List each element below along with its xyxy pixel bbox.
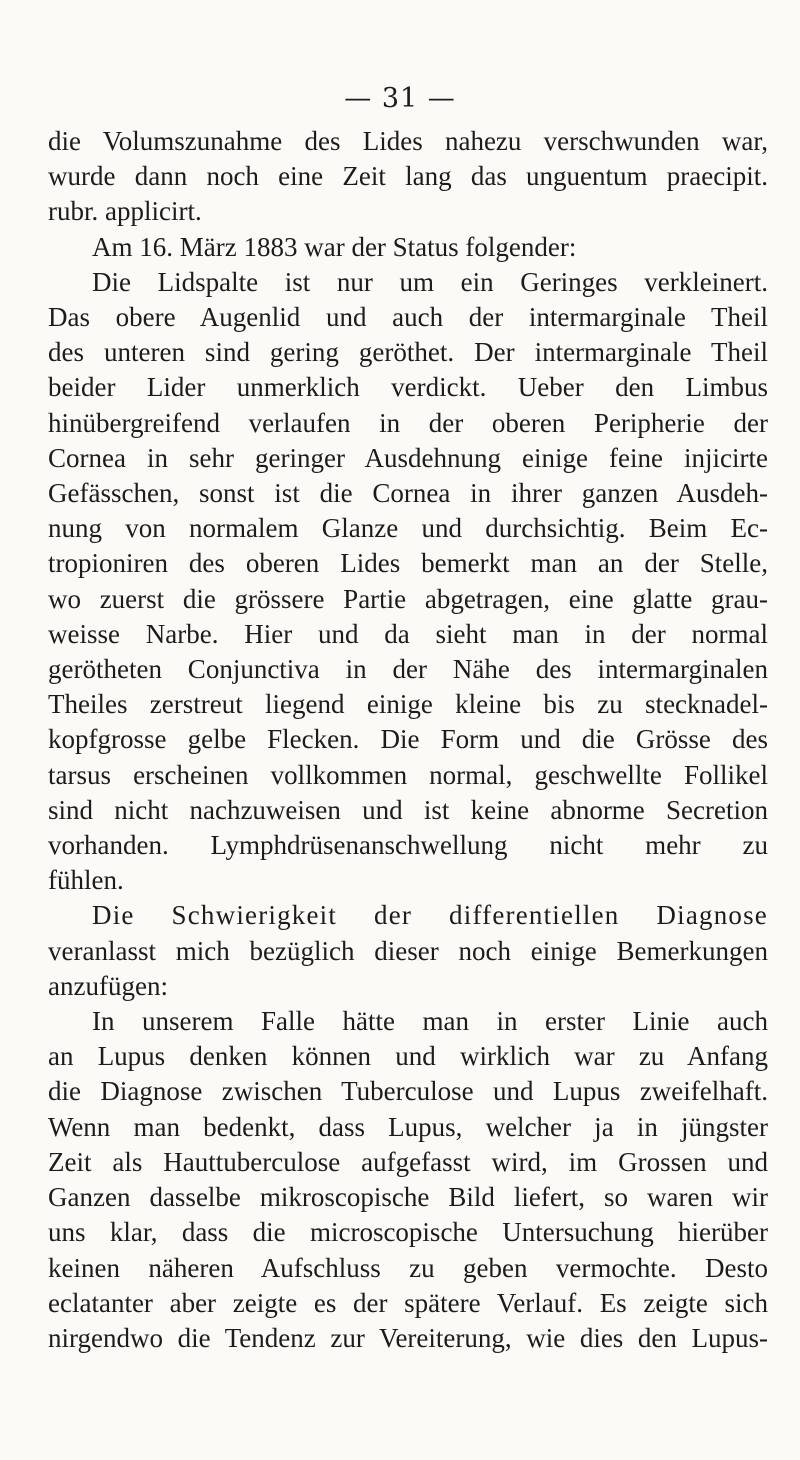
text-line: wo zuerst die grössere Partie abgetragen, eine glatte grau- — [48, 583, 768, 614]
text-line: vorhanden. Lymphdrüsenanschwellung nicht mehr zu — [48, 830, 768, 861]
text-line: eclatanter aber zeigte es der spätere Verlauf. Es zeigte sich — [48, 1287, 768, 1318]
text-line: Gefässchen, sonst ist die Cornea in ihrer ganzen Ausdeh- — [48, 478, 768, 509]
text-line: gerötheten Conjunctiva in der Nähe des intermarginalen — [48, 654, 768, 685]
text-line: nirgendwo die Tendenz zur Vereiterung, wie dies den Lupus- — [48, 1322, 768, 1353]
text-line: fühlen. — [48, 865, 124, 896]
text-line: tropioniren des oberen Lides bemerkt man an der Stelle, — [48, 548, 768, 579]
body-text — [48, 124, 768, 1356]
text-line: beider Lider unmerklich verdickt. Ueber den Limbus — [48, 372, 768, 403]
text-line: uns klar, dass die microscopische Untersuchung hierüber — [48, 1217, 768, 1248]
text-line: wurde dann noch eine Zeit lang das unguentum praecipit. — [48, 161, 768, 192]
text-line: nung von normalem Glanze und durchsichtig. Beim Ec- — [48, 513, 768, 544]
text-line: tarsus erscheinen vollkommen normal, geschwellte Follikel — [48, 759, 768, 790]
text-line: Theiles zerstreut liegend einige kleine bis zu stecknadel- — [48, 689, 768, 720]
text-line: an Lupus denken können und wirklich war zu Anfang — [48, 1041, 768, 1072]
text-line: weisse Narbe. Hier und da sieht man in der normal — [48, 618, 768, 649]
page-number: — 31 — — [344, 83, 456, 114]
text-line: Am 16. März 1883 war der Status folgender: — [92, 231, 577, 262]
text-line: Die Lidspalte ist nur um ein Geringes verkleinert. — [92, 266, 768, 297]
text-line: keinen näheren Aufschluss zu geben vermochte. Desto — [48, 1252, 768, 1283]
text-line: Zeit als Hauttuberculose aufgefasst wird, im Grossen und — [48, 1146, 768, 1177]
text-line: die Volumszunahme des Lides nahezu verschwunden war, — [48, 126, 768, 156]
text-line: Cornea in sehr geringer Ausdehnung einige feine injicirte — [48, 442, 768, 473]
text-line: Ganzen dasselbe mikroscopische Bild liefert, so waren wir — [48, 1182, 768, 1213]
text-line: des unteren sind gering geröthet. Der intermarginale Theil — [48, 337, 768, 368]
text-line: anzufügen: — [48, 970, 168, 1001]
text-line: Wenn man bedenkt, dass Lupus, welcher ja in jüngster — [48, 1111, 768, 1142]
text-line: sind nicht nachzuweisen und ist keine abnorme Secretion — [48, 794, 768, 825]
text-line: Die Schwierigkeit der differentiellen Diagnose — [92, 900, 768, 931]
text-line: In unserem Falle hätte man in erster Linie auch — [92, 1006, 768, 1037]
text-line: rubr. applicirt. — [48, 196, 202, 227]
text-line: hinübergreifend verlaufen in der oberen Peripherie der — [48, 407, 768, 438]
text-line: kopfgrosse gelbe Flecken. Die Form und die Grösse des — [48, 724, 768, 755]
text-line: die Diagnose zwischen Tuberculose und Lupus zweifelhaft. — [48, 1076, 768, 1107]
text-line: veranlasst mich bezüglich dieser noch einige Bemerkungen — [48, 935, 768, 966]
text-line: Das obere Augenlid und auch der intermarginale Theil — [48, 302, 768, 333]
